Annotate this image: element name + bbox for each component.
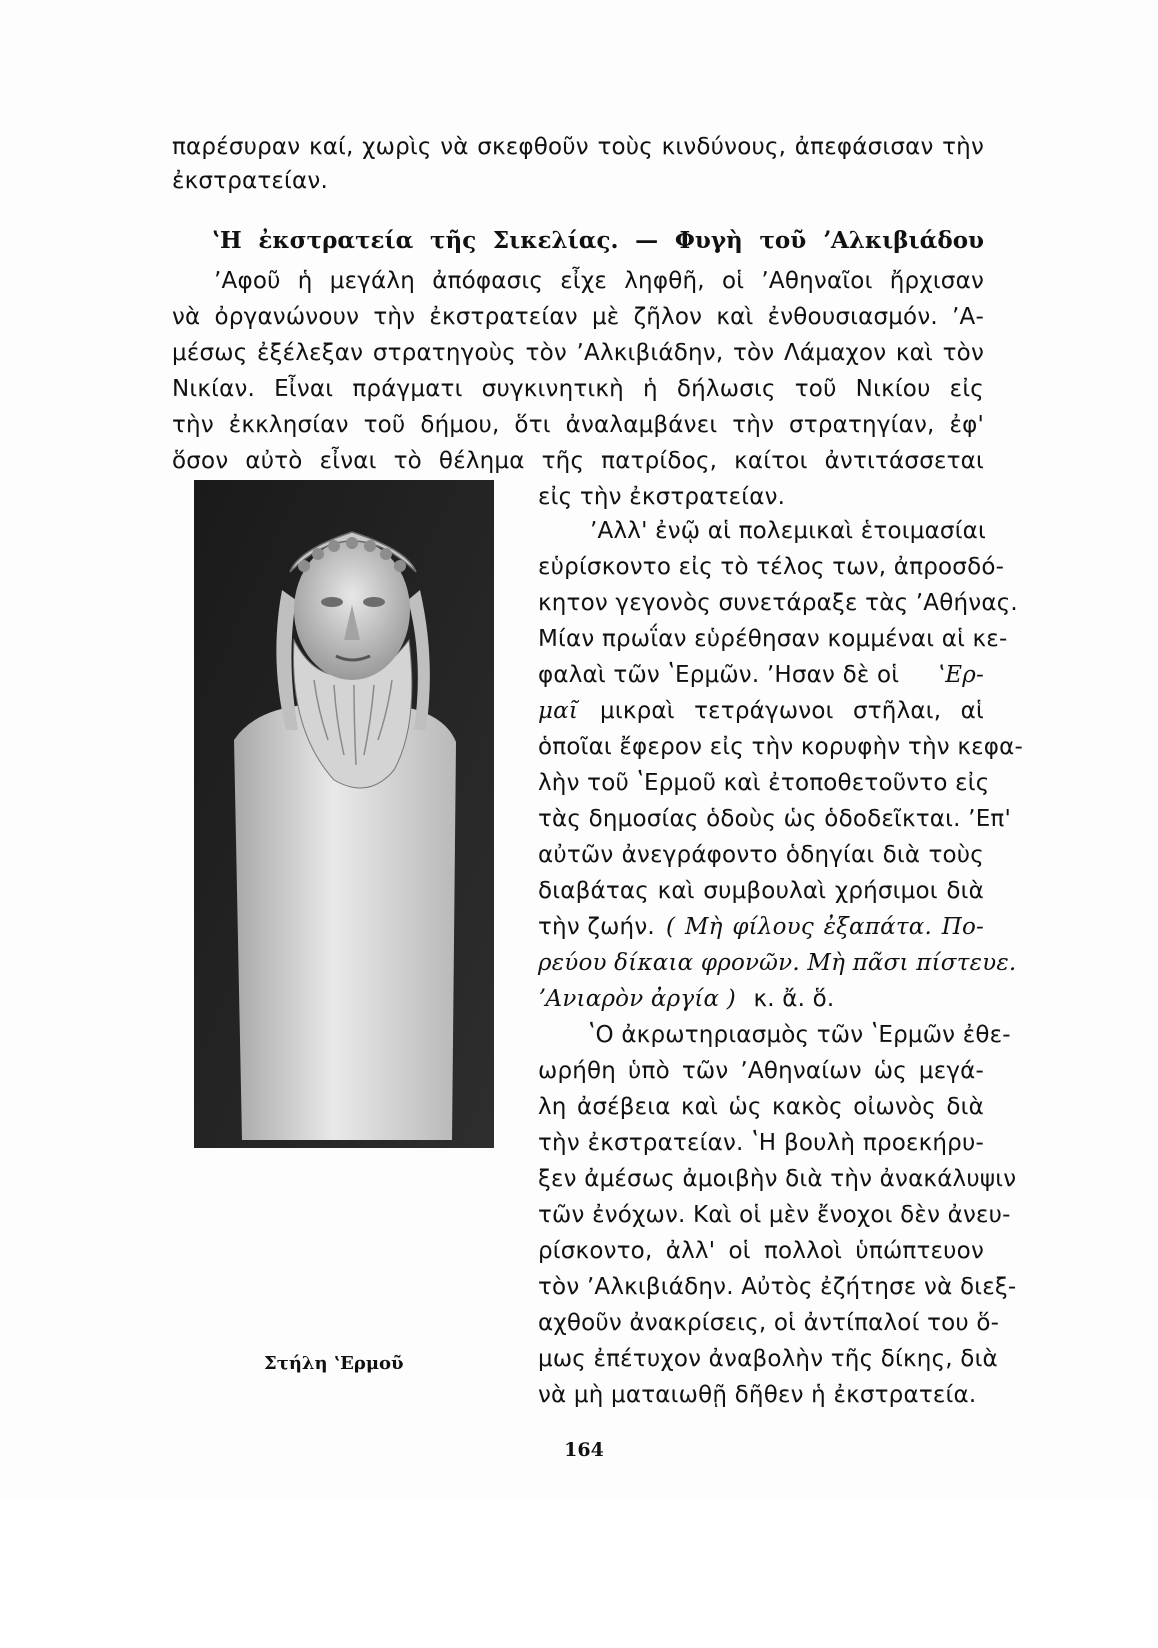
paragraph2-line: κητον γεγονὸς συνετάραξε τὰς ʼΑθήνας. — [538, 590, 1018, 616]
paragraph3-line: μως ἐπέτυχον ἀναβολὴν τῆς δίκης, διὰ — [538, 1346, 998, 1372]
paragraph2-line-text: κ. ἄ. ὅ. — [753, 986, 835, 1012]
intro-line-1: παρέσυραν καί, χωρὶς νὰ σκεφθοῦν τοὺς κινδύνους, ἀπεφάσισαν τὴν — [172, 134, 984, 160]
paragraph1-line: εἰς τὴν ἐκστρατείαν. — [538, 484, 786, 510]
paragraph2-line: τὰς δημοσίας ὁδοὺς ὡς ὁδοδεῖκται. ʼΕπ' — [538, 806, 1011, 832]
paragraph3-line: αχθοῦν ἀνακρίσεις, οἱ ἀντίπαλοί του ὅ- — [538, 1310, 1000, 1336]
paragraph2-line: εὑρίσκοντο εἰς τὸ τέλος των, ἀπροσδό- — [538, 554, 1005, 580]
paragraph2-line: Μίαν πρωΐαν εὑρέθησαν κομμέναι αἱ κε- — [538, 626, 1008, 652]
paragraph3-line: ξεν ἀμέσως ἀμοιβὴν διὰ τὴν ἀνακάλυψιν — [538, 1166, 1017, 1192]
paragraph2-line: λὴν τοῦ ʽΕρμοῦ καὶ ἐτοποθετοῦντο εἰς — [538, 770, 990, 796]
paragraph2-line-text: τὴν ζωήν. — [538, 914, 655, 940]
section-heading: ʽΗ ἐκστρατεία τῆς Σικελίας. — Φυγὴ τοῦ ʼΑλκιβιάδου — [212, 227, 984, 254]
paragraph1-line: Νικίαν. Εἶναι πράγματι συγκινητικὴ ἡ δήλωσις τοῦ Νικίου εἰς — [172, 376, 984, 402]
paragraph3-line: τῶν ἐνόχων. Καὶ οἱ μὲν ἔνοχοι δὲν ἀνευ- — [538, 1202, 1011, 1228]
hermai-italic-1: ʽΕρ- — [937, 662, 984, 688]
paragraph3-line: τὸν ʼΑλκιβιάδην. Αὐτὸς ἐζήτησε νὰ διεξ- — [538, 1274, 1017, 1300]
paragraph1-line: ʼΑφοῦ ἡ μεγάλη ἀπόφασις εἶχε ληφθῆ, οἱ ʼΑθηναῖοι ἤρχισαν — [214, 268, 984, 294]
paragraph2-line — [538, 694, 984, 728]
paragraph2-line — [538, 658, 984, 692]
paragraph3-line: νὰ μὴ ματαιωθῇ δῆθεν ἡ ἐκστρατεία. — [538, 1382, 977, 1408]
paragraph2-line: ὁποῖαι ἔφερον εἰς τὴν κορυφὴν τὴν κεφα- — [538, 734, 1023, 760]
figure-caption: Στήλη ʽΕρμοῦ — [264, 1353, 404, 1374]
maxim-quote: ρεύου δίκαια φρονῶν. Μὴ πᾶσι πίστευε. — [538, 950, 1017, 976]
paragraph2-line: ʼΑλλ' ἐνῷ αἱ πολεμικαὶ ἑτοιμασίαι — [590, 518, 987, 544]
paragraph1-line: νὰ ὀργανώνουν τὴν ἐκστρατείαν μὲ ζῆλον καὶ ἐνθουσιασμόν. ʼΑ- — [172, 304, 984, 330]
paragraph2-line: αὐτῶν ἀνεγράφοντο ὁδηγίαι διὰ τοὺς — [538, 842, 984, 868]
paragraph2-line — [538, 910, 984, 944]
paragraph3-line: λη ἀσέβεια καὶ ὡς κακὸς οἰωνὸς διὰ — [538, 1094, 984, 1120]
paragraph3-line: ωρήθη ὑπὸ τῶν ʼΑθηναίων ὡς μεγά- — [538, 1058, 984, 1084]
paragraph1-line: ὅσον αὐτὸ εἶναι τὸ θέλημα τῆς πατρίδος, καίτοι ἀντιτάσσεται — [172, 448, 984, 474]
paragraph2-line: διαβάτας καὶ συμβουλαὶ χρήσιμοι διὰ — [538, 878, 984, 904]
paragraph2-line-text: φαλαὶ τῶν ʽΕρμῶν. ʼΗσαν δὲ οἱ — [538, 662, 900, 688]
hermai-italic-2: μαῖ — [538, 698, 579, 724]
maxim-quote: ʼΑνιαρὸν ἀργία ) — [538, 986, 736, 1012]
paragraph3-line: ʽΟ ἀκρωτηριασμὸς τῶν ʽΕρμῶν ἐθε- — [588, 1022, 1011, 1048]
paragraph1-line: τὴν ἐκκλησίαν τοῦ δήμου, ὅτι ἀναλαμβάνει τὴν στρατηγίαν, ἐφ' — [172, 412, 984, 438]
herm-statue-image — [194, 480, 494, 1648]
paragraph2-line-text: μικραὶ τετράγωνοι στῆλαι, αἱ — [600, 698, 984, 724]
herm-photograph — [194, 480, 494, 1648]
paragraph1-line: μέσως ἐξέλεξαν στρατηγοὺς τὸν ʼΑλκιβιάδην, τὸν Λάμαχον καὶ τὸν — [172, 340, 984, 366]
page-number: 164 — [564, 1439, 604, 1461]
paragraph3-line: τὴν ἐκστρατείαν. ʽΗ βουλὴ προεκήρυ- — [538, 1130, 984, 1156]
paragraph3-line: ρίσκοντο, ἀλλ' οἱ πολλοὶ ὑπώπτευον — [538, 1238, 984, 1264]
intro-line-2: ἐκστρατείαν. — [172, 168, 328, 194]
maxim-quote: ( Μὴ φίλους ἐξαπάτα. Πο- — [666, 914, 984, 940]
paragraph2-line — [538, 982, 984, 1016]
